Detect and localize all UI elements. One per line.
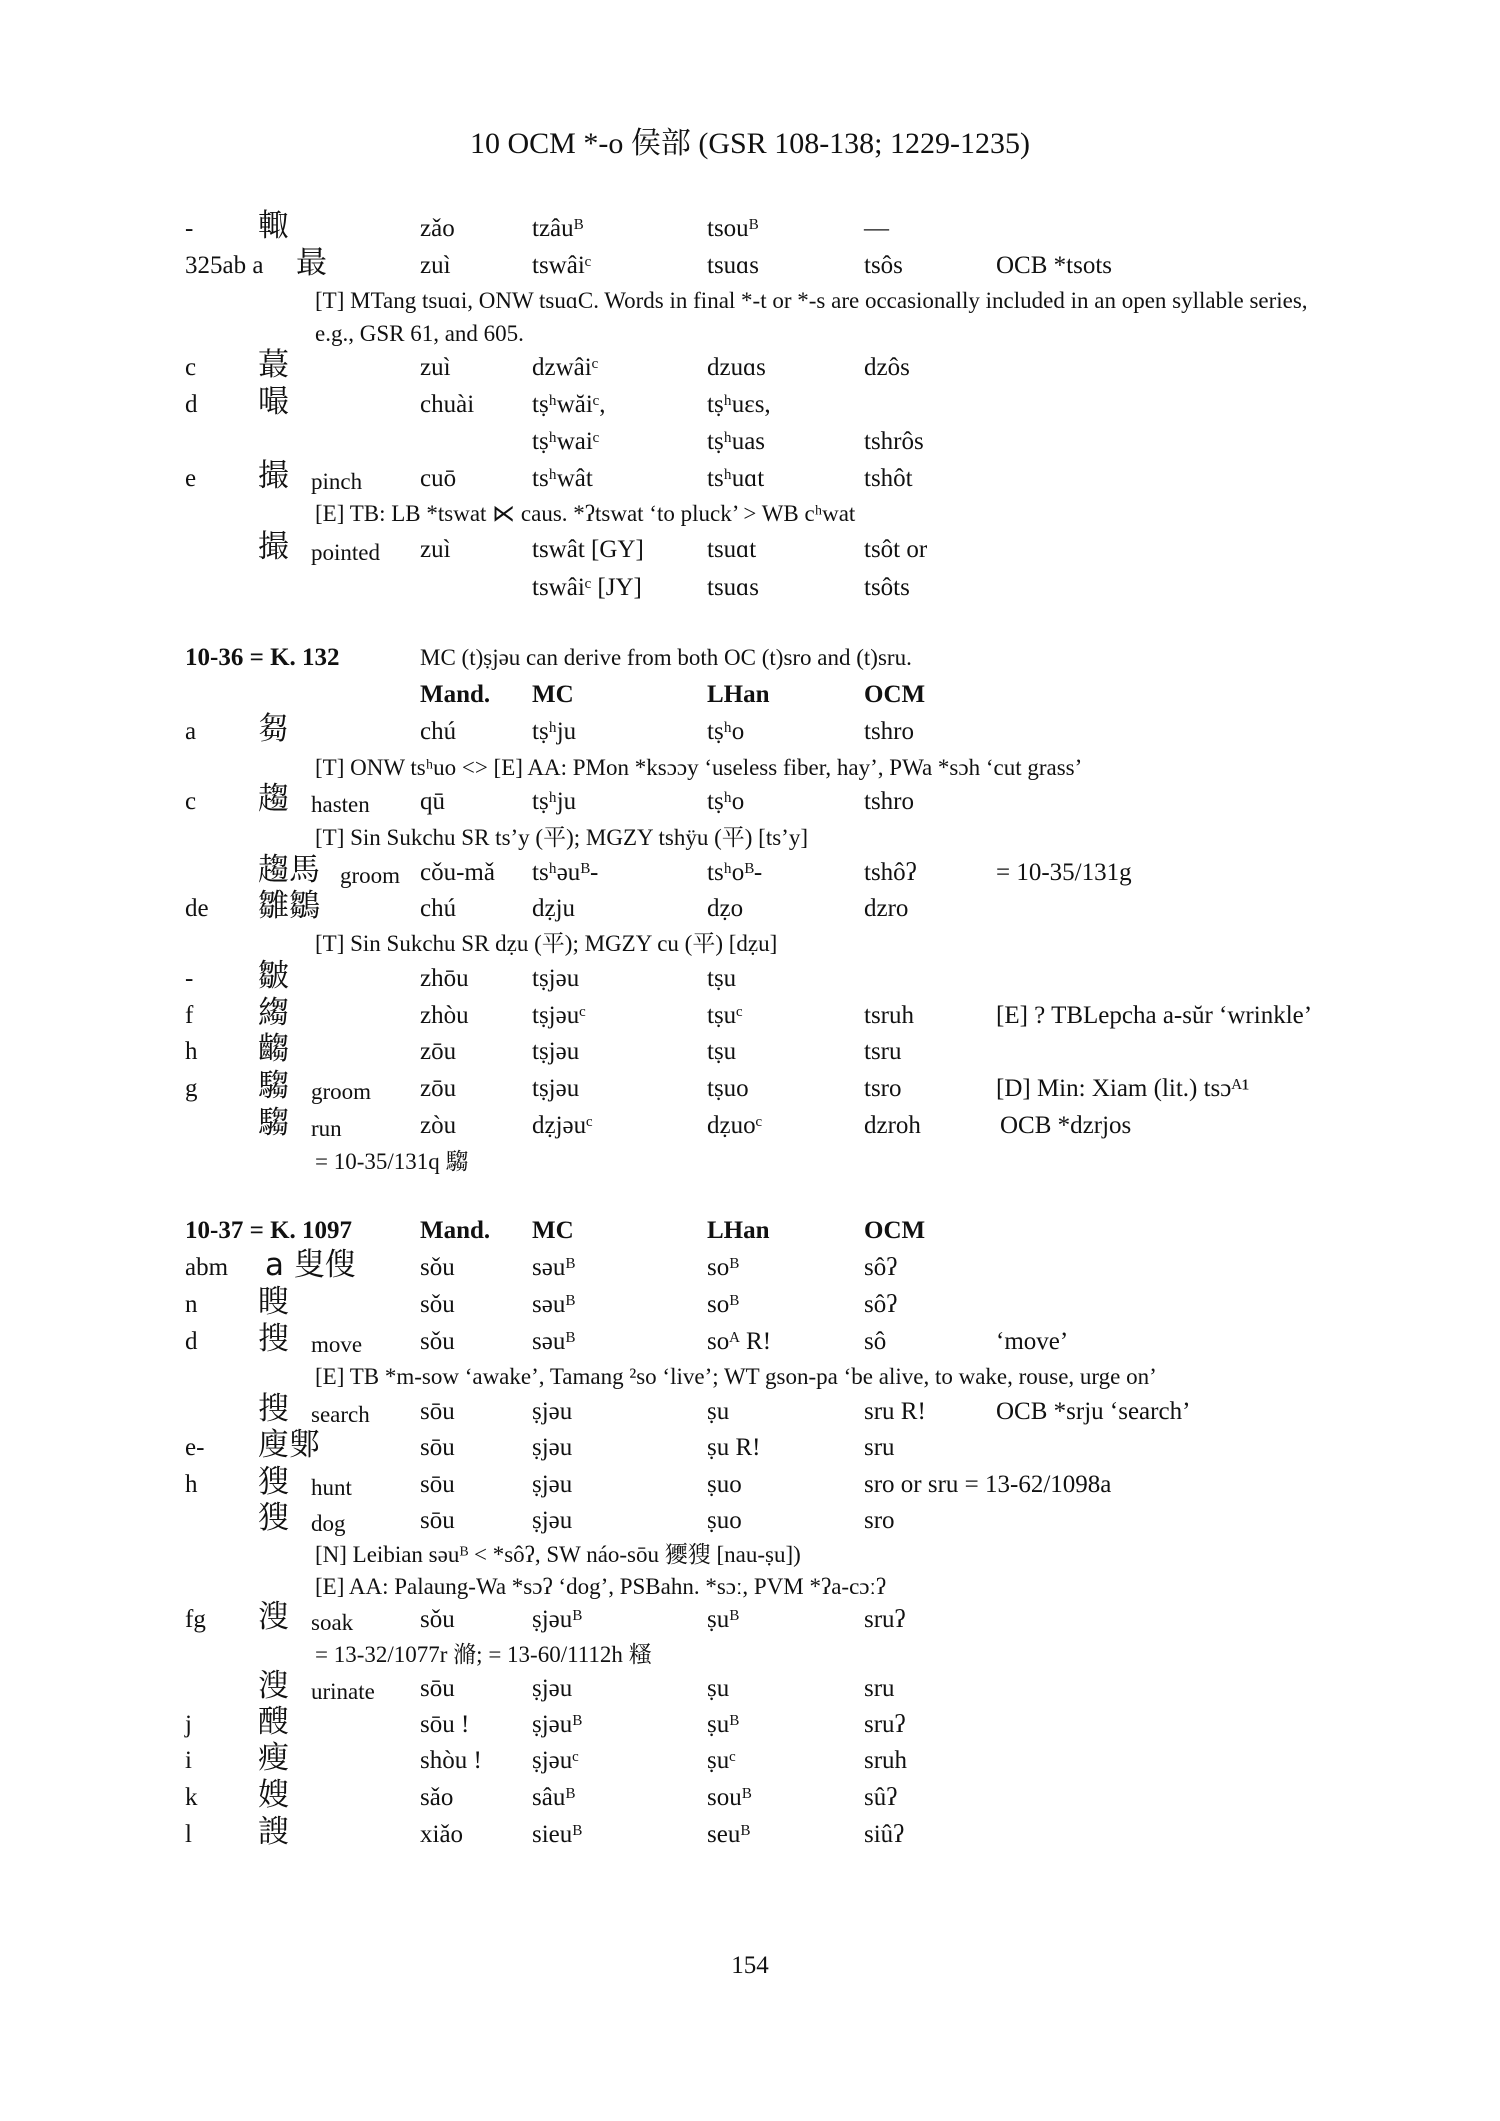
entry-ocm: sro xyxy=(864,1507,895,1534)
entry-ocm: tshro xyxy=(864,718,914,745)
entry-row xyxy=(0,781,1500,824)
entry-character: 撮 xyxy=(258,458,289,494)
entry-row xyxy=(0,1105,1500,1148)
entry-later-han: ṣuᴮ xyxy=(707,1606,739,1633)
entry-middle-chinese: ṣjəu xyxy=(532,1675,573,1702)
entry-ocm: siûʔ xyxy=(864,1821,905,1848)
entry-key: fg xyxy=(185,1606,206,1633)
entry-middle-chinese: tṣʰju xyxy=(532,718,577,745)
entry-character: 齺 xyxy=(258,1031,289,1067)
entry-middle-chinese: ṣjəu xyxy=(532,1507,573,1534)
entry-ocm: dzro xyxy=(864,895,909,922)
entry-key: h xyxy=(185,1038,198,1065)
entry-row xyxy=(0,426,1500,464)
entry-later-han: dẓuoᶜ xyxy=(707,1112,762,1139)
entry-gloss: groom xyxy=(311,1079,372,1104)
entry-key: n xyxy=(185,1291,198,1318)
entry-character: 最 xyxy=(296,245,327,281)
entry-ocm: sru xyxy=(864,1434,895,1461)
column-header-mc: MC xyxy=(532,1217,574,1244)
entry-character: 廋鄋 xyxy=(258,1427,320,1463)
entry-character: a 叟傁 xyxy=(265,1247,356,1283)
entry-later-han: tṣuo xyxy=(707,1075,749,1102)
entry-character: 縐 xyxy=(258,995,289,1031)
entry-gloss: urinate xyxy=(311,1679,375,1704)
entry-later-han: dzuɑs xyxy=(707,354,766,381)
entry-character: 趨 xyxy=(258,781,289,817)
entry-extra: OCB *srju ‘search’ xyxy=(996,1398,1191,1425)
entry-extra: ‘move’ xyxy=(996,1328,1069,1355)
entry-ocm: sruh xyxy=(864,1747,908,1774)
entry-later-han: tṣu xyxy=(707,965,737,992)
entry-later-han: ṣu R! xyxy=(707,1434,761,1461)
entry-mandarin: sǒu xyxy=(420,1254,455,1281)
column-header-ocm: OCM xyxy=(864,1217,926,1244)
entry-later-han: soᴮ xyxy=(707,1291,739,1318)
column-header-mand: Mand. xyxy=(420,1217,491,1244)
column-header-ocm: OCM xyxy=(864,681,926,708)
entry-gloss: pinch xyxy=(311,469,363,494)
entry-later-han: ṣuo xyxy=(707,1507,742,1534)
entry-mandarin: sōu xyxy=(420,1398,455,1425)
entry-mandarin: xiǎo xyxy=(420,1821,464,1848)
entry-mandarin: zōu xyxy=(420,1038,457,1065)
entry-key: c xyxy=(185,788,197,815)
entry-middle-chinese: ṣjəuᴮ xyxy=(532,1711,582,1738)
entry-row xyxy=(0,1704,1500,1747)
entry-middle-chinese: ṣjəu xyxy=(532,1434,573,1461)
entry-mandarin: sǒu xyxy=(420,1291,455,1318)
column-header-mand: Mand. xyxy=(420,681,491,708)
entry-key: de xyxy=(185,895,209,922)
note: [E] TB: LB *tswat ⋉ caus. *ʔtswat ‘to pluck’ > WB cʰwat xyxy=(315,501,856,526)
entry-character: 騶 xyxy=(258,1105,289,1141)
entry-character: 瘦 xyxy=(258,1740,289,1776)
entry-ocm: tsru xyxy=(864,1038,902,1065)
entry-ocm: tshôʔ xyxy=(864,859,917,886)
entry-later-han: tṣʰuas xyxy=(707,428,766,455)
entry-ocm: sru R! xyxy=(864,1398,926,1425)
entry-middle-chinese: səuᴮ xyxy=(532,1328,575,1355)
entry-character: 雛鶵 xyxy=(258,888,320,924)
entry-middle-chinese: tṣjəu xyxy=(532,1075,580,1102)
entry-row xyxy=(0,1740,1500,1783)
entry-ocm: dzroh xyxy=(864,1112,921,1139)
entry-later-han: tṣuᶜ xyxy=(707,1002,743,1029)
entry-ocm: sruʔ xyxy=(864,1711,906,1738)
entry-row xyxy=(0,384,1500,427)
entry-middle-chinese: tṣjəu xyxy=(532,965,580,992)
entry-ocm: tsôts xyxy=(864,574,910,601)
entry-mandarin: zhōu xyxy=(420,965,469,992)
entry-mandarin: chú xyxy=(420,895,457,922)
entry-row xyxy=(0,572,1500,610)
entry-later-han: tsʰuɑt xyxy=(707,465,765,492)
note: [T] Sin Sukchu SR ts’y (平); MGZY tshÿu (平) [ts’y] xyxy=(315,825,808,850)
entry-key: 325ab a xyxy=(185,252,264,279)
entry-row xyxy=(0,1599,1500,1642)
entry-key: - xyxy=(185,215,194,242)
entry-row xyxy=(0,995,1500,1038)
entry-character: 芻 xyxy=(258,711,289,747)
entry-character: 搜 xyxy=(258,1321,289,1357)
entry-middle-chinese: tṣjəuᶜ xyxy=(532,1002,586,1029)
entry-later-han: tsuɑs xyxy=(707,252,759,279)
entry-character: 趨馬 xyxy=(258,852,320,888)
entry-gloss: soak xyxy=(311,1610,354,1635)
entry-mandarin: sōu xyxy=(420,1507,455,1534)
entry-later-han: tṣʰo xyxy=(707,718,745,745)
note: = 10-35/131q 騶 xyxy=(315,1149,469,1174)
entry-mandarin: sǒu xyxy=(420,1328,455,1355)
entry-row xyxy=(0,1777,1500,1820)
section-note: MC (t)ṣjəu can derive from both OC (t)sro and (t)sru. xyxy=(420,645,912,670)
entry-ocm: tsôt or xyxy=(864,536,928,563)
entry-key: j xyxy=(185,1711,192,1738)
entry-ocm: — xyxy=(864,215,889,242)
entry-later-han: seuᴮ xyxy=(707,1821,750,1848)
entry-row xyxy=(0,958,1500,1001)
column-header-mc: MC xyxy=(532,681,574,708)
entry-ocm: dzôs xyxy=(864,354,910,381)
note: = 13-32/1077r 滫; = 13-60/1112h 糔 xyxy=(315,1642,652,1667)
entry-ocm: tshôt xyxy=(864,465,913,492)
section-heading xyxy=(0,642,1500,680)
entry-key: f xyxy=(185,1002,194,1029)
entry-character: 瞍 xyxy=(258,1284,289,1320)
entry-mandarin: zuì xyxy=(420,536,451,563)
entry-key: e- xyxy=(185,1434,205,1461)
note: [T] MTang tsuɑi, ONW tsuɑC. Words in final *-t or *-s are occasionally included in an open syllable series, e.g., GSR 61, and 605. xyxy=(315,288,1308,346)
entry-later-han: ṣuo xyxy=(707,1471,742,1498)
entry-gloss: hasten xyxy=(311,792,370,817)
entry-character: 醙 xyxy=(258,1704,289,1740)
entry-key: - xyxy=(185,965,194,992)
entry-character: 獀 xyxy=(258,1500,289,1536)
entry-middle-chinese: səuᴮ xyxy=(532,1291,575,1318)
entry-middle-chinese: tsʰəuᴮ- xyxy=(532,859,599,886)
entry-character: 謏 xyxy=(258,1814,289,1850)
entry-middle-chinese: ṣjəu xyxy=(532,1398,573,1425)
entry-ocm: sru xyxy=(864,1675,895,1702)
entry-later-han: tṣʰo xyxy=(707,788,745,815)
entry-gloss: search xyxy=(311,1402,370,1427)
entry-row xyxy=(0,1391,1500,1434)
entry-key: d xyxy=(185,1328,198,1355)
note: [N] Leibian səuᴮ < *sôʔ, SW náo-sōu 獿獀 [nau-ṣu]) xyxy=(315,1542,801,1567)
entry-ocm: sô xyxy=(864,1328,887,1355)
entry-key: a xyxy=(185,718,197,745)
entry-later-han: tsuɑs xyxy=(707,574,759,601)
entry-later-han: dẓo xyxy=(707,895,744,922)
page-number: 154 xyxy=(731,1952,769,1979)
entry-ocm: sruʔ xyxy=(864,1606,906,1633)
entry-mandarin: cǒu-mǎ xyxy=(420,859,495,886)
entry-mandarin: sōu xyxy=(420,1471,455,1498)
entry-extra: OCB *tsots xyxy=(996,252,1113,279)
entry-ocm: sûʔ xyxy=(864,1784,898,1811)
entry-row xyxy=(0,1668,1500,1711)
entry-middle-chinese: tswâiᶜ xyxy=(532,252,592,279)
entry-later-han: ṣuᶜ xyxy=(707,1747,736,1774)
entry-later-han: tsuɑt xyxy=(707,536,757,563)
entry-row xyxy=(0,208,1500,251)
entry-mandarin: sōu xyxy=(420,1675,455,1702)
entry-extra: OCB *dzrjos xyxy=(1000,1112,1132,1139)
entry-character: 獀 xyxy=(258,1464,289,1500)
entry-middle-chinese: tṣʰju xyxy=(532,788,577,815)
note: [T] Sin Sukchu SR dẓu (平); MGZY cu (平) [dẓu] xyxy=(315,931,778,956)
entry-character: 嘬 xyxy=(258,384,289,420)
entry-key: l xyxy=(185,1821,192,1848)
column-header-lhan: LHan xyxy=(707,1217,770,1244)
entry-mandarin: zuì xyxy=(420,354,451,381)
entry-key: h xyxy=(185,1471,198,1498)
section-id: 10-36 = K. 132 xyxy=(185,644,340,671)
entry-character: 嫂 xyxy=(258,1777,289,1813)
entry-mandarin: sōu xyxy=(420,1434,455,1461)
entry-character: 搜 xyxy=(258,1391,289,1427)
entry-later-han: souᴮ xyxy=(707,1784,752,1811)
entry-character: 蕞 xyxy=(258,347,289,383)
entry-ocm: sôʔ xyxy=(864,1291,898,1318)
entry-middle-chinese: ṣjəuᴮ xyxy=(532,1606,582,1633)
entry-key: abm xyxy=(185,1254,229,1281)
entry-row xyxy=(0,1284,1500,1327)
entry-later-han: tsouᴮ xyxy=(707,215,759,242)
entry-row xyxy=(0,852,1500,895)
note: [E] TB *m-sow ‘awake’, Tamang ²so ‘live’; WT gson-pa ‘be alive, to wake, rouse, urge on’ xyxy=(315,1364,1157,1389)
entry-gloss: groom xyxy=(340,863,401,888)
entry-row xyxy=(0,1068,1500,1111)
entry-mandarin: chuài xyxy=(420,391,475,418)
entry-row xyxy=(0,529,1500,572)
entry-ocm: tsruh xyxy=(864,1002,914,1029)
entry-key: c xyxy=(185,354,197,381)
entry-row xyxy=(0,1321,1500,1364)
entry-later-han: tṣʰuɛs, xyxy=(707,391,771,418)
entry-mandarin: zhòu xyxy=(420,1002,469,1029)
entry-row xyxy=(0,458,1500,501)
note: [E] AA: Palaung-Wa *sɔʔ ‘dog’, PSBahn. *sɔː, PVM *ʔa-cɔːʔ xyxy=(315,1574,887,1599)
entry-middle-chinese: dẓju xyxy=(532,895,576,922)
entry-character: 撮 xyxy=(258,529,289,565)
entry-middle-chinese: sieuᴮ xyxy=(532,1821,582,1848)
entry-later-han: ṣu xyxy=(707,1675,730,1702)
entry-middle-chinese: ṣjəu xyxy=(532,1471,573,1498)
entry-ocm: tsôs xyxy=(864,252,903,279)
entry-mandarin: qū xyxy=(420,788,445,815)
column-header-row xyxy=(0,1215,1500,1253)
entry-character: 溲 xyxy=(258,1599,289,1635)
entry-middle-chinese: tsʰwât xyxy=(532,465,593,492)
entry-middle-chinese: tṣʰwaiᶜ xyxy=(532,428,600,455)
entry-row xyxy=(0,711,1500,754)
entry-mandarin: sǒu xyxy=(420,1606,455,1633)
entry-character: 溲 xyxy=(258,1668,289,1704)
entry-extra: [E] ? TBLepcha a-sŭr ‘wrinkle’ xyxy=(996,1002,1313,1029)
entry-mandarin: zòu xyxy=(420,1112,457,1139)
note: [T] ONW tsʰuo <> [E] AA: PMon *ksɔɔy ‘useless fiber, hay’, PWa *sɔh ‘cut grass’ xyxy=(315,755,1083,780)
entry-middle-chinese: tṣjəu xyxy=(532,1038,580,1065)
entry-later-han: ṣu xyxy=(707,1398,730,1425)
entry-mandarin: zuì xyxy=(420,252,451,279)
entry-middle-chinese: səuᴮ xyxy=(532,1254,575,1281)
entry-middle-chinese: dzwâiᶜ xyxy=(532,354,599,381)
entry-row xyxy=(0,1031,1500,1074)
section-id: 10-37 = K. 1097 xyxy=(185,1217,353,1244)
entry-gloss: move xyxy=(311,1332,363,1357)
entry-gloss: hunt xyxy=(311,1475,352,1500)
entry-later-han: soᴬ R! xyxy=(707,1328,772,1355)
entry-key: d xyxy=(185,391,198,418)
entry-gloss: run xyxy=(311,1116,342,1141)
entry-row xyxy=(0,888,1500,931)
entry-ocm: tsro xyxy=(864,1075,902,1102)
entry-row xyxy=(0,347,1500,390)
entry-character: 皺 xyxy=(258,958,289,994)
column-header-lhan: LHan xyxy=(707,681,770,708)
entry-character: 騶 xyxy=(258,1068,289,1104)
entry-mandarin: zǎo xyxy=(420,215,455,242)
entry-row xyxy=(0,1814,1500,1857)
entry-middle-chinese: tswâiᶜ [JY] xyxy=(532,574,642,601)
entry-later-han: tsʰoᴮ- xyxy=(707,859,763,886)
entry-later-han: ṣuᴮ xyxy=(707,1711,739,1738)
entry-middle-chinese: sâuᴮ xyxy=(532,1784,575,1811)
entry-mandarin: chú xyxy=(420,718,457,745)
entry-ocm: tshro xyxy=(864,788,914,815)
entry-row xyxy=(0,1464,1500,1507)
entry-key: g xyxy=(185,1075,198,1102)
entry-mandarin: zōu xyxy=(420,1075,457,1102)
column-header-row xyxy=(0,679,1500,717)
entry-extra: = 10-35/131g xyxy=(996,859,1132,886)
entry-mandarin: shòu ! xyxy=(420,1747,482,1774)
entry-middle-chinese: tswât [GY] xyxy=(532,536,644,563)
entry-extra: [D] Min: Xiam (lit.) tsɔᴬ¹ xyxy=(996,1075,1250,1102)
entry-gloss: pointed xyxy=(311,540,380,565)
entry-row xyxy=(0,1427,1500,1470)
entry-character: 輙 xyxy=(258,208,289,244)
entry-later-han: soᴮ xyxy=(707,1254,739,1281)
entry-ocm: sôʔ xyxy=(864,1254,898,1281)
entry-ocm: tshrôs xyxy=(864,428,924,455)
entry-row xyxy=(0,245,1500,288)
entry-later-han: tṣu xyxy=(707,1038,737,1065)
entry-key: k xyxy=(185,1784,198,1811)
entry-ocm: sro or sru = 13-62/1098a xyxy=(864,1471,1112,1498)
entry-middle-chinese: dẓjəuᶜ xyxy=(532,1112,593,1139)
entry-mandarin: sǎo xyxy=(420,1784,454,1811)
entry-key: i xyxy=(185,1747,192,1774)
entry-middle-chinese: tzâuᴮ xyxy=(532,215,584,242)
entry-mandarin: cuō xyxy=(420,465,457,492)
entry-key: e xyxy=(185,465,197,492)
page-header: 10 OCM *-o 侯部 (GSR 108-138; 1229-1235) xyxy=(470,127,1030,160)
entry-middle-chinese: tṣʰwăiᶜ, xyxy=(532,391,606,418)
entry-mandarin: sōu ! xyxy=(420,1711,470,1738)
entry-row xyxy=(0,1247,1500,1290)
entry-gloss: dog xyxy=(311,1511,346,1536)
entry-middle-chinese: ṣjəuᶜ xyxy=(532,1747,579,1774)
